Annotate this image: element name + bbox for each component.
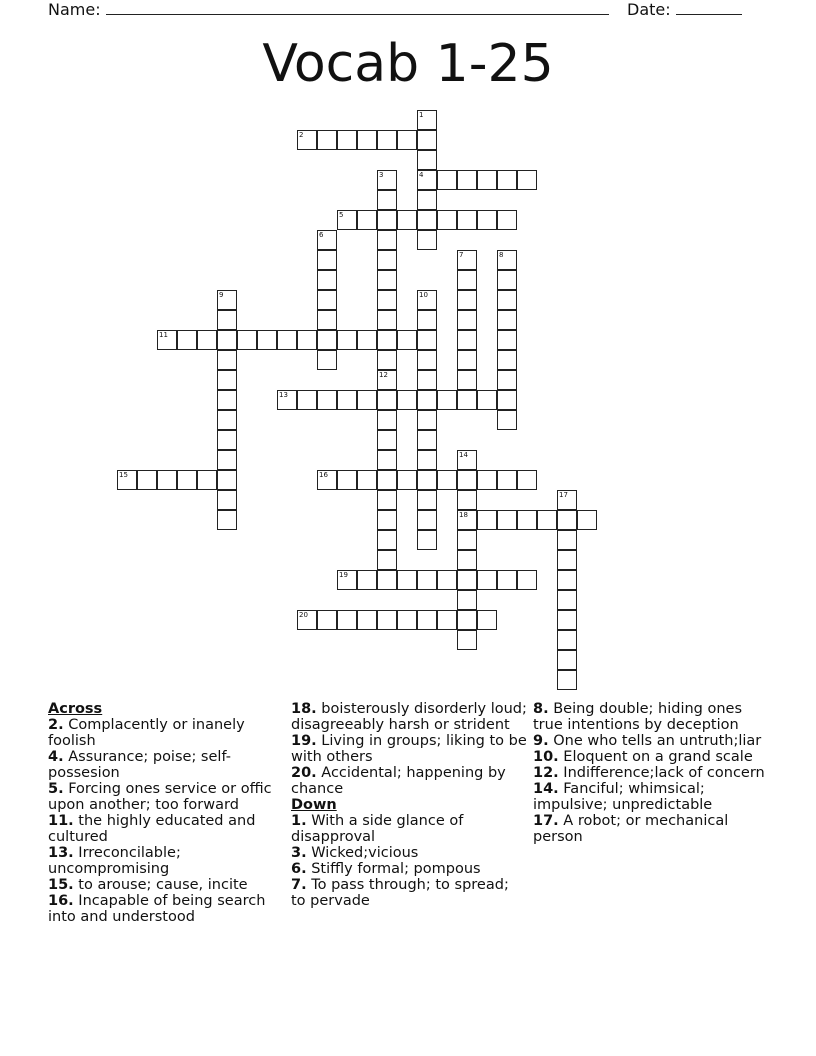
clue-text: With a side glance of disapproval xyxy=(291,813,464,845)
grid-cell[interactable] xyxy=(497,510,517,530)
grid-cell[interactable] xyxy=(377,410,397,430)
grid-cell[interactable] xyxy=(217,470,237,490)
grid-cell[interactable] xyxy=(377,250,397,270)
grid-cell[interactable] xyxy=(437,210,457,230)
grid-cell[interactable] xyxy=(217,330,237,350)
grid-cell[interactable] xyxy=(377,230,397,250)
clue-item xyxy=(291,877,527,909)
grid-cell[interactable] xyxy=(377,270,397,290)
clue-item xyxy=(533,765,769,781)
grid-cell[interactable] xyxy=(457,590,477,610)
grid-cell[interactable] xyxy=(417,530,437,550)
clue-number: 16. xyxy=(48,893,74,909)
clue-text: Assurance; poise; self-possesion xyxy=(48,749,231,781)
grid-cell[interactable] xyxy=(437,170,457,190)
grid-cell[interactable] xyxy=(317,390,337,410)
cell-number: 3 xyxy=(379,171,384,179)
grid-cell[interactable] xyxy=(337,210,357,230)
clue-text: Living in groups; liking to be with others xyxy=(291,733,527,765)
clue-text: Accidental; happening by chance xyxy=(291,765,506,797)
grid-cell[interactable] xyxy=(417,410,437,430)
clue-text: Indifference;lack of concern xyxy=(558,765,765,781)
clue-item xyxy=(48,749,284,781)
grid-cell[interactable] xyxy=(357,570,377,590)
grid-cell[interactable] xyxy=(397,130,417,150)
grid-cell[interactable] xyxy=(457,370,477,390)
grid-cell[interactable] xyxy=(497,210,517,230)
grid-cell[interactable] xyxy=(417,230,437,250)
clue-number: 3. xyxy=(291,845,307,861)
grid-cell[interactable] xyxy=(297,610,317,630)
cell-number: 15 xyxy=(119,471,128,479)
grid-cell[interactable] xyxy=(217,410,237,430)
grid-cell[interactable] xyxy=(377,130,397,150)
clue-item xyxy=(48,877,284,893)
grid-cell[interactable] xyxy=(357,210,377,230)
clue-text: Irreconcilable; uncompromising xyxy=(48,845,181,877)
grid-cell[interactable] xyxy=(457,610,477,630)
cell-number: 10 xyxy=(419,291,428,299)
clue-item xyxy=(533,813,769,845)
grid-cell[interactable] xyxy=(417,490,437,510)
grid-cell[interactable] xyxy=(497,310,517,330)
grid-cell[interactable] xyxy=(417,190,437,210)
clue-text: Eloquent on a grand scale xyxy=(558,749,753,765)
grid-cell[interactable] xyxy=(457,490,477,510)
clue-item xyxy=(533,733,769,749)
cell-number: 17 xyxy=(559,491,568,499)
clue-text: Wicked;vicious xyxy=(306,845,419,861)
clue-number: 17. xyxy=(533,813,559,829)
grid-cell[interactable] xyxy=(157,330,177,350)
grid-cell[interactable] xyxy=(317,330,337,350)
clue-number: 6. xyxy=(291,861,307,877)
grid-cell[interactable] xyxy=(477,570,497,590)
grid-cell[interactable] xyxy=(357,390,377,410)
cell-number: 19 xyxy=(339,571,348,579)
grid-cell[interactable] xyxy=(377,470,397,490)
grid-cell[interactable] xyxy=(497,370,517,390)
clue-number: 19. xyxy=(291,733,317,749)
grid-cell[interactable] xyxy=(417,570,437,590)
clue-text: to arouse; cause, incite xyxy=(73,877,248,893)
grid-cell[interactable] xyxy=(377,370,397,390)
grid-cell[interactable] xyxy=(417,210,437,230)
grid-cell[interactable] xyxy=(377,490,397,510)
across-heading: Across xyxy=(48,701,103,717)
clue-number: 4. xyxy=(48,749,64,765)
grid-cell[interactable] xyxy=(317,610,337,630)
clue-item xyxy=(48,717,284,749)
grid-cell[interactable] xyxy=(457,350,477,370)
grid-cell[interactable] xyxy=(497,390,517,410)
grid-cell[interactable] xyxy=(557,530,577,550)
clue-number: 13. xyxy=(48,845,74,861)
grid-cell[interactable] xyxy=(217,350,237,370)
clue-number: 12. xyxy=(533,765,559,781)
grid-cell[interactable] xyxy=(377,310,397,330)
grid-cell[interactable] xyxy=(497,270,517,290)
grid-cell[interactable] xyxy=(417,430,437,450)
grid-cell[interactable] xyxy=(377,430,397,450)
grid-cell[interactable] xyxy=(417,470,437,490)
grid-cell[interactable] xyxy=(337,390,357,410)
grid-cell[interactable] xyxy=(497,170,517,190)
clue-number: 2. xyxy=(48,717,64,733)
grid-cell[interactable] xyxy=(337,130,357,150)
grid-cell[interactable] xyxy=(557,630,577,650)
grid-cell[interactable] xyxy=(317,230,337,250)
grid-cell[interactable] xyxy=(377,290,397,310)
grid-cell[interactable] xyxy=(377,570,397,590)
clue-number: 7. xyxy=(291,877,307,893)
grid-cell[interactable] xyxy=(377,510,397,530)
grid-cell[interactable] xyxy=(457,390,477,410)
clue-text: Fanciful; whimsical; impulsive; unpredictable xyxy=(533,781,713,813)
grid-cell[interactable] xyxy=(477,510,497,530)
grid-cell[interactable] xyxy=(517,470,537,490)
grid-cell[interactable] xyxy=(497,470,517,490)
clue-text: A robot; or mechanical person xyxy=(533,813,729,845)
grid-cell[interactable] xyxy=(417,350,437,370)
grid-cell[interactable] xyxy=(417,170,437,190)
grid-cell[interactable] xyxy=(377,550,397,570)
grid-cell[interactable] xyxy=(377,610,397,630)
clue-text: Being double; hiding ones true intentions by deception xyxy=(533,701,743,733)
grid-cell[interactable] xyxy=(457,290,477,310)
grid-cell[interactable] xyxy=(377,390,397,410)
clue-item xyxy=(48,893,284,925)
grid-cell[interactable] xyxy=(457,510,477,530)
grid-cell[interactable] xyxy=(177,330,197,350)
date-label: Date: xyxy=(627,0,671,19)
page-title: Vocab 1-25 xyxy=(262,34,554,94)
grid-cell[interactable] xyxy=(557,590,577,610)
grid-cell[interactable] xyxy=(477,470,497,490)
grid-cell[interactable] xyxy=(497,330,517,350)
cell-number: 6 xyxy=(319,231,324,239)
grid-cell[interactable] xyxy=(277,330,297,350)
grid-cell[interactable] xyxy=(357,470,377,490)
clue-number: 10. xyxy=(533,749,559,765)
grid-cell[interactable] xyxy=(457,570,477,590)
grid-cell[interactable] xyxy=(437,390,457,410)
grid-cell[interactable] xyxy=(377,530,397,550)
grid-cell[interactable] xyxy=(377,330,397,350)
grid-cell[interactable] xyxy=(377,350,397,370)
grid-cell[interactable] xyxy=(457,550,477,570)
clue-number: 5. xyxy=(48,781,64,797)
grid-cell[interactable] xyxy=(437,570,457,590)
clue-text: Stiffly formal; pompous xyxy=(306,861,481,877)
grid-cell[interactable] xyxy=(377,210,397,230)
clues-column-2 xyxy=(291,701,527,909)
grid-cell[interactable] xyxy=(397,610,417,630)
grid-cell[interactable] xyxy=(557,550,577,570)
grid-cell[interactable] xyxy=(457,210,477,230)
grid-cell[interactable] xyxy=(577,510,597,530)
grid-cell[interactable] xyxy=(197,470,217,490)
clue-item xyxy=(291,813,527,845)
grid-cell[interactable] xyxy=(337,470,357,490)
cell-number: 16 xyxy=(319,471,328,479)
cell-number: 4 xyxy=(419,171,424,179)
grid-cell[interactable] xyxy=(497,570,517,590)
grid-cell[interactable] xyxy=(457,530,477,550)
grid-cell[interactable] xyxy=(477,610,497,630)
grid-cell[interactable] xyxy=(297,330,317,350)
cell-number: 11 xyxy=(159,331,168,339)
clues-column-3 xyxy=(533,701,769,845)
grid-cell[interactable] xyxy=(217,390,237,410)
clue-number: 11. xyxy=(48,813,74,829)
grid-cell[interactable] xyxy=(397,210,417,230)
cell-number: 5 xyxy=(339,211,344,219)
grid-cell[interactable] xyxy=(417,390,437,410)
grid-cell[interactable] xyxy=(317,470,337,490)
clue-text: To pass through; to spread; to pervade xyxy=(291,877,509,909)
clue-item xyxy=(291,765,527,797)
grid-cell[interactable] xyxy=(417,290,437,310)
grid-cell[interactable] xyxy=(297,390,317,410)
grid-cell[interactable] xyxy=(437,470,457,490)
grid-cell[interactable] xyxy=(497,410,517,430)
grid-cell[interactable] xyxy=(457,330,477,350)
cell-number: 9 xyxy=(219,291,224,299)
grid-cell[interactable] xyxy=(337,610,357,630)
grid-cell[interactable] xyxy=(377,190,397,210)
grid-cell[interactable] xyxy=(517,170,537,190)
clue-number: 15. xyxy=(48,877,74,893)
grid-cell[interactable] xyxy=(557,610,577,630)
grid-cell[interactable] xyxy=(217,490,237,510)
grid-cell[interactable] xyxy=(217,510,237,530)
cell-number: 20 xyxy=(299,611,308,619)
clue-item xyxy=(291,733,527,765)
grid-cell[interactable] xyxy=(397,470,417,490)
grid-cell[interactable] xyxy=(417,110,437,130)
grid-cell[interactable] xyxy=(317,310,337,330)
clue-item xyxy=(291,845,527,861)
grid-cell[interactable] xyxy=(317,250,337,270)
grid-cell[interactable] xyxy=(417,130,437,150)
grid-cell[interactable] xyxy=(357,330,377,350)
grid-cell[interactable] xyxy=(497,250,517,270)
grid-cell[interactable] xyxy=(497,290,517,310)
grid-cell[interactable] xyxy=(417,510,437,530)
clue-item xyxy=(291,861,527,877)
grid-cell[interactable] xyxy=(557,510,577,530)
clue-number: 14. xyxy=(533,781,559,797)
grid-cell[interactable] xyxy=(317,270,337,290)
clue-item xyxy=(48,813,284,845)
clue-text: Complacently or inanely foolish xyxy=(48,717,245,749)
name-label: Name: xyxy=(48,0,101,19)
grid-cell[interactable] xyxy=(277,390,297,410)
grid-cell[interactable] xyxy=(417,450,437,470)
clue-item xyxy=(533,749,769,765)
grid-cell[interactable] xyxy=(317,130,337,150)
clue-item xyxy=(533,781,769,813)
grid-cell[interactable] xyxy=(457,170,477,190)
clue-item xyxy=(48,845,284,877)
cell-number: 12 xyxy=(379,371,388,379)
grid-cell[interactable] xyxy=(357,130,377,150)
clue-number: 8. xyxy=(533,701,549,717)
grid-cell[interactable] xyxy=(477,390,497,410)
grid-cell[interactable] xyxy=(477,210,497,230)
grid-cell[interactable] xyxy=(397,330,417,350)
grid-cell[interactable] xyxy=(457,250,477,270)
grid-cell[interactable] xyxy=(317,350,337,370)
clue-number: 1. xyxy=(291,813,307,829)
grid-cell[interactable] xyxy=(397,390,417,410)
grid-cell[interactable] xyxy=(517,510,537,530)
clues-column-1 xyxy=(48,701,284,925)
grid-cell[interactable] xyxy=(217,290,237,310)
down-heading: Down xyxy=(291,797,337,813)
cell-number: 8 xyxy=(499,251,504,259)
grid-cell[interactable] xyxy=(557,650,577,670)
clue-item xyxy=(533,701,769,733)
grid-cell[interactable] xyxy=(257,330,277,350)
grid-cell[interactable] xyxy=(457,450,477,470)
grid-cell[interactable] xyxy=(417,370,437,390)
grid-cell[interactable] xyxy=(197,330,217,350)
grid-cell[interactable] xyxy=(457,630,477,650)
clue-number: 20. xyxy=(291,765,317,781)
grid-cell[interactable] xyxy=(377,170,397,190)
clue-item xyxy=(48,781,284,813)
grid-cell[interactable] xyxy=(337,330,357,350)
grid-cell[interactable] xyxy=(357,610,377,630)
grid-cell[interactable] xyxy=(297,130,317,150)
grid-cell[interactable] xyxy=(557,490,577,510)
cell-number: 13 xyxy=(279,391,288,399)
clue-text: One who tells an untruth;liar xyxy=(548,733,762,749)
clue-text: Incapable of being search into and understood xyxy=(48,893,266,925)
grid-cell[interactable] xyxy=(417,330,437,350)
cell-number: 7 xyxy=(459,251,464,259)
grid-cell[interactable] xyxy=(477,170,497,190)
cell-number: 18 xyxy=(459,511,468,519)
clue-text: Forcing ones service or offic upon another; too forward xyxy=(48,781,272,813)
grid-cell[interactable] xyxy=(557,570,577,590)
cell-number: 14 xyxy=(459,451,468,459)
grid-cell[interactable] xyxy=(417,310,437,330)
cell-number: 1 xyxy=(419,111,424,119)
grid-cell[interactable] xyxy=(157,470,177,490)
cell-number: 2 xyxy=(299,131,304,139)
grid-cell[interactable] xyxy=(137,470,157,490)
grid-cell[interactable] xyxy=(337,570,357,590)
grid-cell[interactable] xyxy=(457,470,477,490)
grid-cell[interactable] xyxy=(517,570,537,590)
grid-cell[interactable] xyxy=(457,270,477,290)
grid-cell[interactable] xyxy=(397,570,417,590)
clue-text: the highly educated and cultured xyxy=(48,813,256,845)
grid-cell[interactable] xyxy=(537,510,557,530)
grid-cell[interactable] xyxy=(217,370,237,390)
clue-number: 9. xyxy=(533,733,549,749)
grid-cell[interactable] xyxy=(497,350,517,370)
clue-number: 18. xyxy=(291,701,317,717)
clue-text: boisterously disorderly loud; disagreeably harsh or strident xyxy=(291,701,527,733)
grid-cell[interactable] xyxy=(117,470,137,490)
grid-cell[interactable] xyxy=(317,290,337,310)
grid-cell[interactable] xyxy=(217,430,237,450)
grid-cell[interactable] xyxy=(417,150,437,170)
grid-cell[interactable] xyxy=(457,310,477,330)
grid-cell[interactable] xyxy=(437,610,457,630)
grid-cell[interactable] xyxy=(177,470,197,490)
grid-cell[interactable] xyxy=(237,330,257,350)
grid-cell[interactable] xyxy=(217,310,237,330)
grid-cell[interactable] xyxy=(217,450,237,470)
grid-cell[interactable] xyxy=(377,450,397,470)
clue-item xyxy=(291,701,527,733)
grid-cell[interactable] xyxy=(417,610,437,630)
grid-cell[interactable] xyxy=(557,670,577,690)
